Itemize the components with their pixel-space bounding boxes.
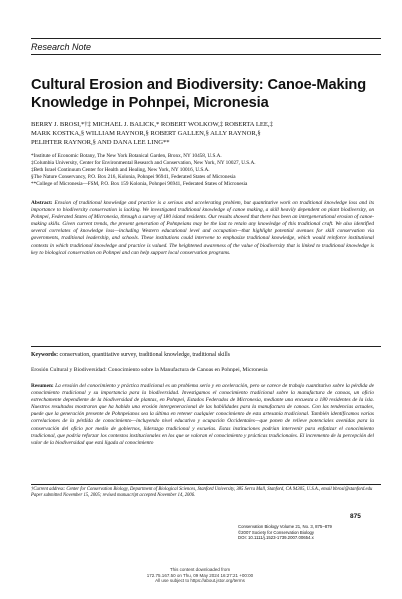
keywords-text: conservation, quantitative survey, traditional knowledge, traditional skills xyxy=(59,352,230,358)
author-line: BERRY J. BROSI,*†‡ MICHAEL J. BALICK,* ROBERT WOLKOW,‡ ROBERTA LEE,‡ xyxy=(31,121,273,128)
resumen xyxy=(31,383,374,447)
footnote-rule xyxy=(31,484,381,485)
resumen-label: Resumen: xyxy=(31,383,54,389)
article-title: Cultural Erosion and Biodiversity: Canoe-Making Knowledge in Pohnpei, Micronesia xyxy=(31,77,367,111)
citation-line: ©2007 Society for Conservation Biology xyxy=(238,529,315,535)
citation-line: DOI: 10.1111/j.1523-1739.2007.00654.x xyxy=(238,535,314,541)
affiliation: **College of Micronesia—FSM, P.O. Box 159 Kolonia, Pohnpei 96941, Federated States of Micronesia xyxy=(31,181,248,187)
journal-citation xyxy=(238,524,383,541)
author-line: PELIHTER RAYNOR,§ AND DANA LEE LING** xyxy=(31,138,170,146)
page-number: 875 xyxy=(350,513,361,520)
affiliation: ‡Columbia University, Center for Environmental Research and Conservation, New York, NY 10027, U.S.A. xyxy=(31,160,256,166)
author-list xyxy=(31,121,376,147)
author-line: MARK KOSTKA,§ WILLIAM RAYNOR,§ ROBERT GALLEN,§ ALLY RAYNOR,§ xyxy=(31,129,261,137)
download-line: 172.75.167.50 on Thu, 09 May 2024 16:27:21 +00:00 xyxy=(146,572,254,578)
abstract-label: Abstract: xyxy=(31,200,53,206)
resumen-text: La erosión del conocimiento y práctica tradicional es un problema serio y en aceleración, pero se carece de trabajo cuantitativo sobre la pérdida de conocimiento tradicional y su importancia para la biodiversidad. Investigamos el conocimiento tradicional sobre la manufactura de canoas, un oficio estrechamente dependiente de la biodiversidad de plantas, en Pohnpei, Estados Federados de Micronesia, mediante una encuesta a 180 residentes de la isla. Nuestros resultados mostraron que ha habido una erosión intergeneracional de las habilidades para la manufactura de canoas. Con las tendencias actuales, puede que la generación presente de Pohnpeianos sea la última en retener cualquier conocimiento de esta artesanía tradicional. También identificamos varias correlaciones de la pérdida de conocimiento—incluyendo nivel educativo y ocupación Occidentales—que ponen de relieve potenciales avenidas para la conservación del oficio por medio de gobiernos, liderazgo tradicional y escuelas. Estas instituciones podrían intervenir para enfatizar el conocimiento tradicional, que podría reforzar los contextos institucionales en los que se valoran el conocimiento y prácticas tradicionales. El incremento de la percepción del valor de la biodiversidad que está ligada al conocimiento xyxy=(31,383,374,446)
header-rule-bottom xyxy=(31,54,381,55)
affiliation: ‡Beth Israel Continuum Center for Health and Healing, New York, NY 10016, U.S.A. xyxy=(31,167,210,173)
spanish-title: Erosión Cultural y Biodiversidad: Conocimiento sobre la Manufactura de Canoas en Pohnpei, Micronesia xyxy=(31,367,268,373)
section-label: Research Note xyxy=(31,42,92,52)
citation-line: Conservation Biology Volume 21, No. 3, 875–879 xyxy=(238,524,332,529)
affiliation-list xyxy=(31,153,376,188)
abstract xyxy=(31,200,374,257)
abstract-text: Erosion of traditional knowledge and practice is a serious and accelerating problem, but quantitative work on traditional knowledge loss and its importance to biodiversity conservation is lacking. We investigated traditional knowledge of canoe making, a skill heavily dependent on plant biodiversity, on Pohnpei, Federated States of Micronesia, through a survey of 180 island residents. Our results showed that there has been an intergenerational erosion of canoe-making skills. Given current trends, the present generation of Pohnpeians may be the last to retain any knowledge of this traditional craft. We also identified several correlates of knowledge loss—including Western educational level and occupation—that highlight potential avenues for skill conservation via governments, traditional leadership, and schools. These institutions could intervene to emphasize traditional knowledge, which would reinforce institutional contexts in which traditional knowledge and practice is valued. The heightened awareness of the value of biodiversity that is linked to traditional knowledge is key to biological conservation on Pohnpei and can help support local conservation programs. xyxy=(31,200,375,256)
affiliation: §The Nature Conservancy, P.O. Box 216, Kolonia, Pohnpei 96941, Federated States of Micronesia xyxy=(31,174,236,180)
header-rule-top xyxy=(31,38,381,39)
download-line: All use subject to https://about.jstor.org/terms xyxy=(155,578,245,584)
affiliation: *Institute of Economic Botany, The New York Botanical Garden, Bronx, NY 10458, U.S.A. xyxy=(31,153,222,159)
abstract-rule xyxy=(31,346,381,347)
download-line: This content downloaded from xyxy=(169,567,231,572)
download-notice xyxy=(100,567,300,584)
footnote-dates: Paper submitted November 15, 2005; revised manuscript accepted November 14, 2006. xyxy=(31,493,196,499)
keywords xyxy=(31,352,376,359)
keywords-label: Keywords: xyxy=(31,352,59,358)
footnote-address: †Current address: Center for Conservation Biology, Department of Biological Sciences, Stanford University, 385 Serra Mall, Stanford, CA 94305, U.S.A., email bbrosi@stanford.edu xyxy=(31,487,373,492)
footnote xyxy=(31,487,381,500)
